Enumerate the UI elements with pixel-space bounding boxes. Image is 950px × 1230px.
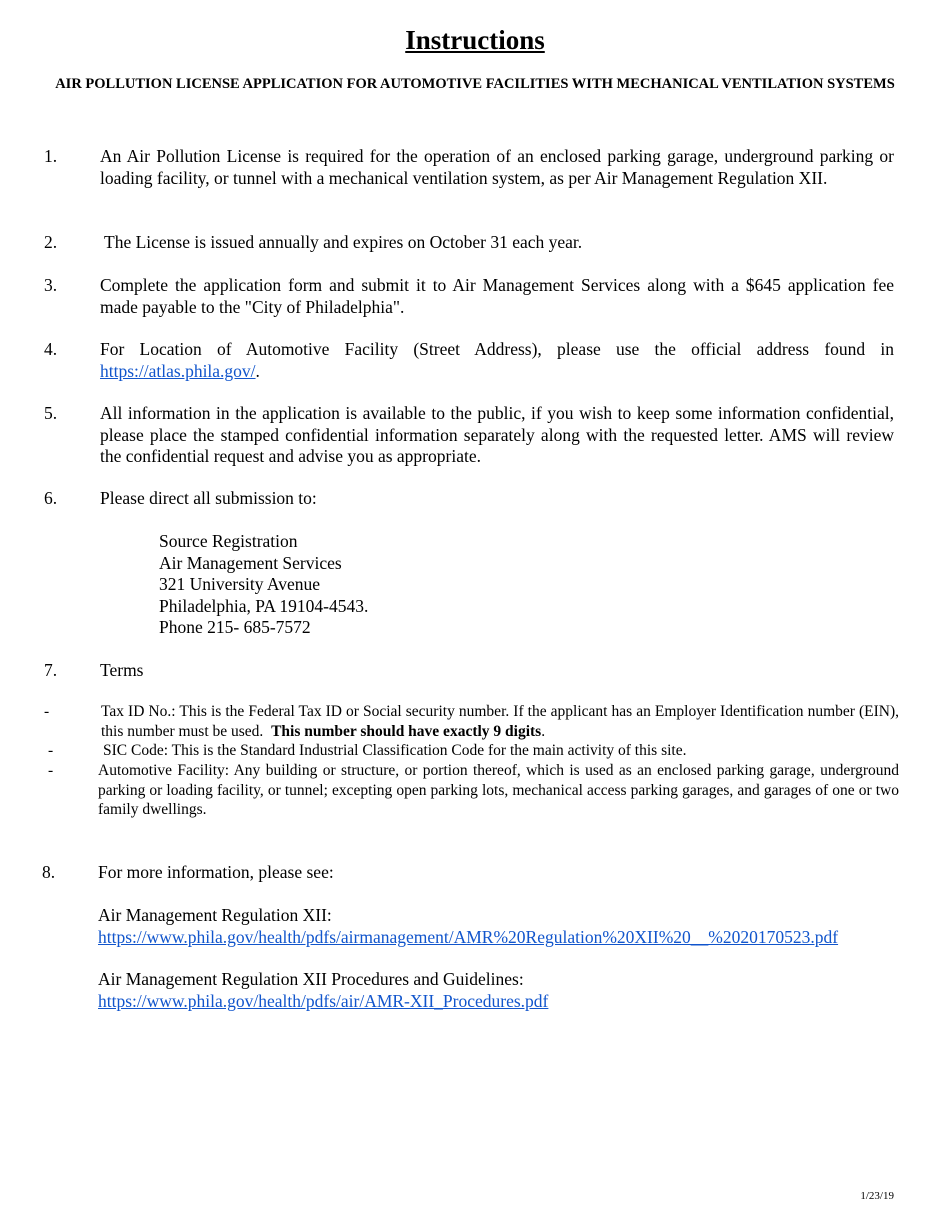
item-text: Terms	[100, 660, 144, 680]
page-title: Instructions	[405, 25, 545, 55]
term-sic-code	[44, 741, 899, 761]
item-text: The License is issued annually and expires on October 31 each year.	[104, 232, 583, 252]
revision-date: 1/23/19	[860, 1190, 894, 1202]
procedures-label: Air Management Regulation XII Procedures and Guidelines:	[98, 969, 524, 989]
regulation-reference	[98, 904, 838, 948]
item-suffix: .	[255, 360, 260, 381]
term-dash: -	[48, 762, 54, 779]
instruction-item-8	[42, 862, 892, 884]
item-number: 3.	[44, 275, 58, 295]
mailing-address	[159, 531, 368, 639]
address-phone: Phone 215- 685-7572	[159, 617, 311, 637]
term-dash: -	[44, 703, 50, 720]
item-text: For more information, please see:	[98, 862, 334, 882]
instruction-item-2	[44, 232, 894, 254]
term-text: SIC Code: This is the Standard Industrial Classification Code for the main activity of this site.	[103, 742, 687, 759]
item-text: An Air Pollution License is required for the operation of an enclosed parking garage, underground parking or loading facility, or tunnel with a mechanical ventilation system, as per Air Management Regulation XII.	[100, 146, 894, 188]
term-text-main: Tax ID No.: This is the Federal Tax ID or Social security number. If the applicant has an Employer Identification number (EIN), this number must be used.	[101, 703, 899, 740]
term-text	[101, 702, 899, 741]
regulation-link[interactable]: https://www.phila.gov/health/pdfs/airmanagement/AMR%20Regulation%20XII%20__%2020170523.pdf	[98, 927, 839, 947]
item-text: All information in the application is available to the public, if you wish to keep some information confidential, please place the stamped confidential information separately along with the requested letter. AMS will review the confidential request and advise you as appropriate.	[100, 403, 894, 466]
procedures-link[interactable]: https://www.phila.gov/health/pdfs/air/AMR-XII_Procedures.pdf	[98, 991, 549, 1011]
form-subtitle: AIR POLLUTION LICENSE APPLICATION FOR AUTOMOTIVE FACILITIES WITH MECHANICAL VENTILATION SYSTEMS	[55, 76, 895, 92]
item-number: 4.	[44, 339, 58, 359]
term-emphasis: This number should have exactly 9 digits	[271, 722, 542, 740]
instruction-item-7	[44, 660, 894, 682]
instruction-item-4	[44, 339, 894, 382]
instruction-item-1	[44, 146, 894, 189]
term-automotive-facility	[44, 761, 899, 820]
item-text: Please direct all submission to:	[100, 488, 317, 508]
item-text: Complete the application form and submit it to Air Management Services along with a $645 application fee made payable to the "City of Philadelphia".	[100, 275, 894, 317]
instruction-item-3	[44, 275, 894, 318]
item-number: 7.	[44, 660, 58, 680]
item-number: 2.	[44, 232, 58, 252]
item-text	[100, 339, 894, 382]
term-dash: -	[48, 742, 54, 759]
procedures-reference	[98, 968, 548, 1012]
regulation-label: Air Management Regulation XII:	[98, 905, 332, 925]
item-text-main: For Location of Automotive Facility (Street Address), please use the official address found in	[100, 339, 894, 359]
item-number: 6.	[44, 488, 58, 508]
term-text: Automotive Facility: Any building or structure, or portion thereof, which is used as an enclosed parking garage, underground parking or loading facility, or tunnel; excepting open parking lots, mechanical access parking garages, and garages of one or two family dwellings.	[98, 762, 899, 818]
address-line: Philadelphia, PA 19104-4543.	[159, 595, 369, 616]
term-tax-id	[44, 702, 899, 741]
item-number: 1.	[44, 146, 58, 166]
address-line: 321 University Avenue	[159, 574, 321, 594]
item-number: 8.	[42, 862, 56, 882]
instruction-item-6	[44, 488, 894, 510]
atlas-link[interactable]: https://atlas.phila.gov/	[100, 360, 256, 381]
address-line: Air Management Services	[159, 552, 342, 573]
item-number: 5.	[44, 403, 58, 423]
term-suffix: .	[541, 722, 546, 740]
instruction-item-5	[44, 403, 894, 468]
address-line: Source Registration	[159, 531, 298, 551]
